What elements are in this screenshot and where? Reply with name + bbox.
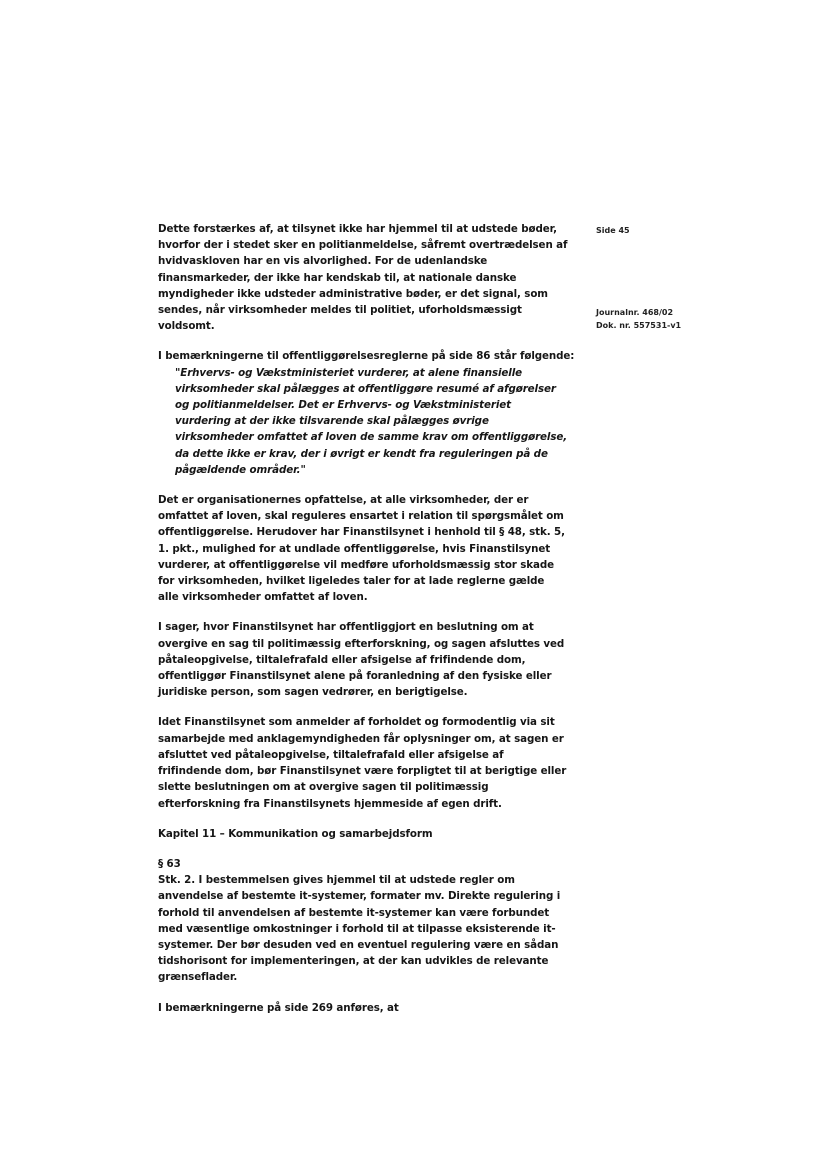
document-number: Dok. nr. 557531-v1 <box>596 321 682 330</box>
paragraph-7: I bemærkningerne på side 269 anføres, at <box>158 1001 399 1014</box>
document-body <box>158 221 575 1016</box>
paragraph-5: Idet Finanstilsynet som anmelder af forholdet og formodentlig via sit samarbejde med anklagemyndigheden får oplysninger om, at sagen er afsluttet ved påtaleopgivelse, tiltalefrafald eller afsigelse af frifindende dom, bør Finanstilsynet være forpligtet til at berigtige eller slette beslutningen om at overgive sagen til politimæssig efterforskning fra Finanstilsynets hjemmeside af egen drift. <box>158 716 567 810</box>
journal-number: Journalnr. 468/02 <box>596 308 674 317</box>
page-number-label: Side 45 <box>596 226 630 235</box>
paragraph-3: Det er organisationernes opfattelse, at alle virksomheder, der er omfattet af loven, skal reguleres ensartet i relation til spørgsmålet om offentliggørelse. Herudover har Finanstilsynet i henhold til § 48, stk. 5, 1. pkt., mulighed for at undlade offentliggørelse, hvis Finanstilsynet vurderer, at offentliggørelse vil medføre uforholdsmæssig stor skade for virksomheden, hvilket ligeledes taler for at lade reglerne gælde alle virksomheder omfattet af loven. <box>158 494 565 604</box>
chapter-heading: Kapitel 11 – Kommunikation og samarbejdsform <box>158 827 433 840</box>
paragraph-2: I bemærkningerne til offentliggørelsesreglerne på side 86 står følgende: <box>158 350 575 363</box>
paragraph-4: I sager, hvor Finanstilsynet har offentliggjort en beslutning om at overgive en sag til politimæssig efterforskning, og sagen afsluttes ved påtaleopgivelse, tiltalefrafald eller afsigelse af frifindende dom, offentliggør Finanstilsynet alene på foranledning af den fysiske eller juridiske person, som sagen vedrører, en berigtigelse. <box>158 621 565 699</box>
section-heading: § 63 <box>158 857 181 870</box>
paragraph-1: Dette forstærkes af, at tilsynet ikke har hjemmel til at udstede bøder, hvorfor der i stedet sker en politianmeldelse, såfremt overtrædelsen af hvidvaskloven har en vis alvorlighed. For de udenlandske finansmarkeder, der ikke har kendskab til, at nationale danske myndigheder ikke udsteder administrative bøder, er det signal, som sendes, når virksomheder meldes til politiet, uforholdsmæssigt voldsomt. <box>158 223 568 333</box>
paragraph-6: Stk. 2. I bestemmelsen gives hjemmel til at udstede regler om anvendelse af bestemte it-systemer, formater mv. Direkte regulering i forhold til anvendelsen af bestemte it-systemer kan være forbundet med væsentlige omkostninger i forhold til at tilpasse eksisterende it-systemer. Der bør desuden ved en eventuel regulering være en sådan tidshorisont for implementeringen, at der kan udvikles de relevante grænseflader. <box>158 874 561 984</box>
block-quote: "Erhvervs- og Vækstministeriet vurderer, at alene finansielle virksomheder skal pålægges at offentliggøre resumé af afgørelser og politianmeldelser. Det er Erhvervs- og Vækstministeriet vurdering at der ikke tilsvarende skal pålægges øvrige virksomheder omfattet af loven de samme krav om offentliggørelse, da dette ikke er krav, der i øvrigt er kendt fra reguleringen på de pågældende områder." <box>175 366 568 476</box>
